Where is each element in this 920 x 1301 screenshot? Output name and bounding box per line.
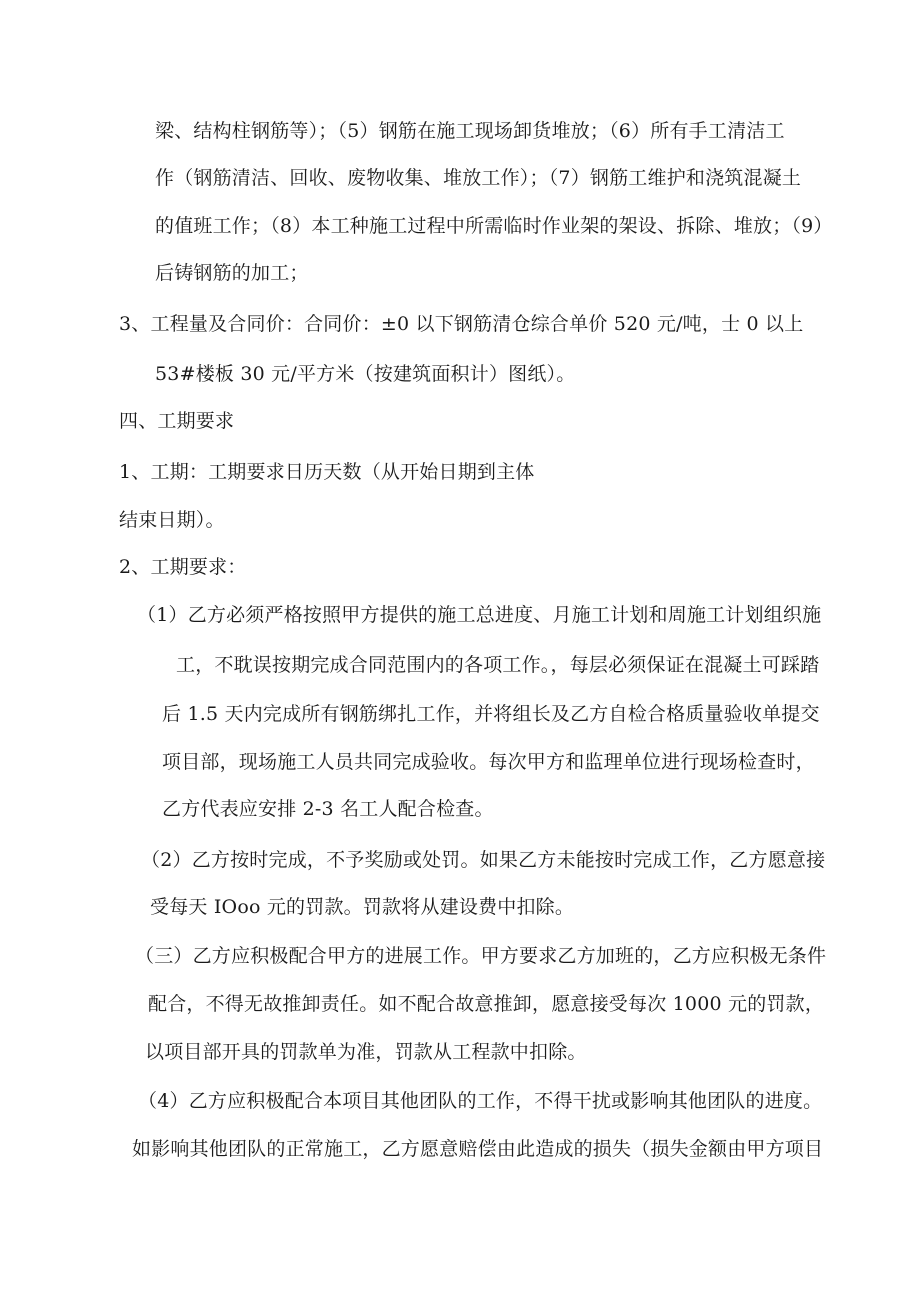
text-line: （1）乙方必须严格按照甲方提供的施工总进度、月施工计划和周施工计划组织施 (137, 604, 822, 626)
text-line: 梁、结构柱钢筋等）；（5）钢筋在施工现场卸货堆放；（6）所有手工清洁工 (155, 120, 785, 142)
text-line: 结束日期）。 (119, 509, 225, 531)
text-line: 配合，不得无故推卸责任。如不配合故意推卸，愿意接受每次 1000 元的罚款， (148, 993, 825, 1015)
text-line: 2、工期要求： (119, 556, 247, 578)
text-line: 1、工期：工期要求日历天数（从开始日期到主体 (119, 461, 535, 483)
text-line: 项目部，现场施工人员共同完成验收。每次甲方和监理单位进行现场检查时， (162, 751, 815, 773)
text-line: 工，不耽误按期完成合同范围内的各项工作。，每层必须保证在混凝土可踩踏 (176, 654, 820, 676)
text-line: 受每天 IOoo 元的罚款。罚款将从建设费中扣除。 (150, 896, 575, 918)
text-line: 53#楼板 30 元/平方米（按建筑面积计）图纸）。 (155, 363, 576, 385)
text-line: 的值班工作；（8）本工种施工过程中所需临时作业架的架设、拆除、堆放；（9） (155, 215, 833, 237)
text-line: （2）乙方按时完成，不予奖励或处罚。如果乙方未能按时完成工作，乙方愿意接 (141, 849, 826, 871)
text-line: （三）乙方应积极配合甲方的进展工作。甲方要求乙方加班的，乙方应积极无条件 (135, 945, 827, 967)
text-line: 如影响其他团队的正常施工，乙方愿意赔偿由此造成的损失（损失金额由甲方项目 (132, 1138, 824, 1160)
text-line: 后铸钢筋的加工； (155, 262, 309, 284)
text-line: 作（钢筋清洁、回收、废物收集、堆放工作）；（7）钢筋工维护和浇筑混凝土 (155, 167, 802, 189)
section-heading: 四、工期要求 (119, 410, 235, 432)
text-line: 3、工程量及合同价：合同价：±0 以下钢筋清仓综合单价 520 元/吨，士 0 以上 (119, 313, 804, 335)
text-line: 后 1.5 天内完成所有钢筋绑扎工作，并将组长及乙方自检合格质量验收单提交 (162, 703, 820, 725)
text-line: 以项目部开具的罚款单为准，罚款从工程款中扣除。 (145, 1041, 587, 1063)
text-line: （4）乙方应积极配合本项目其他团队的工作，不得干扰或影响其他团队的进度。 (138, 1090, 823, 1112)
text-line: 乙方代表应安排 2-3 名工人配合检查。 (162, 798, 494, 820)
